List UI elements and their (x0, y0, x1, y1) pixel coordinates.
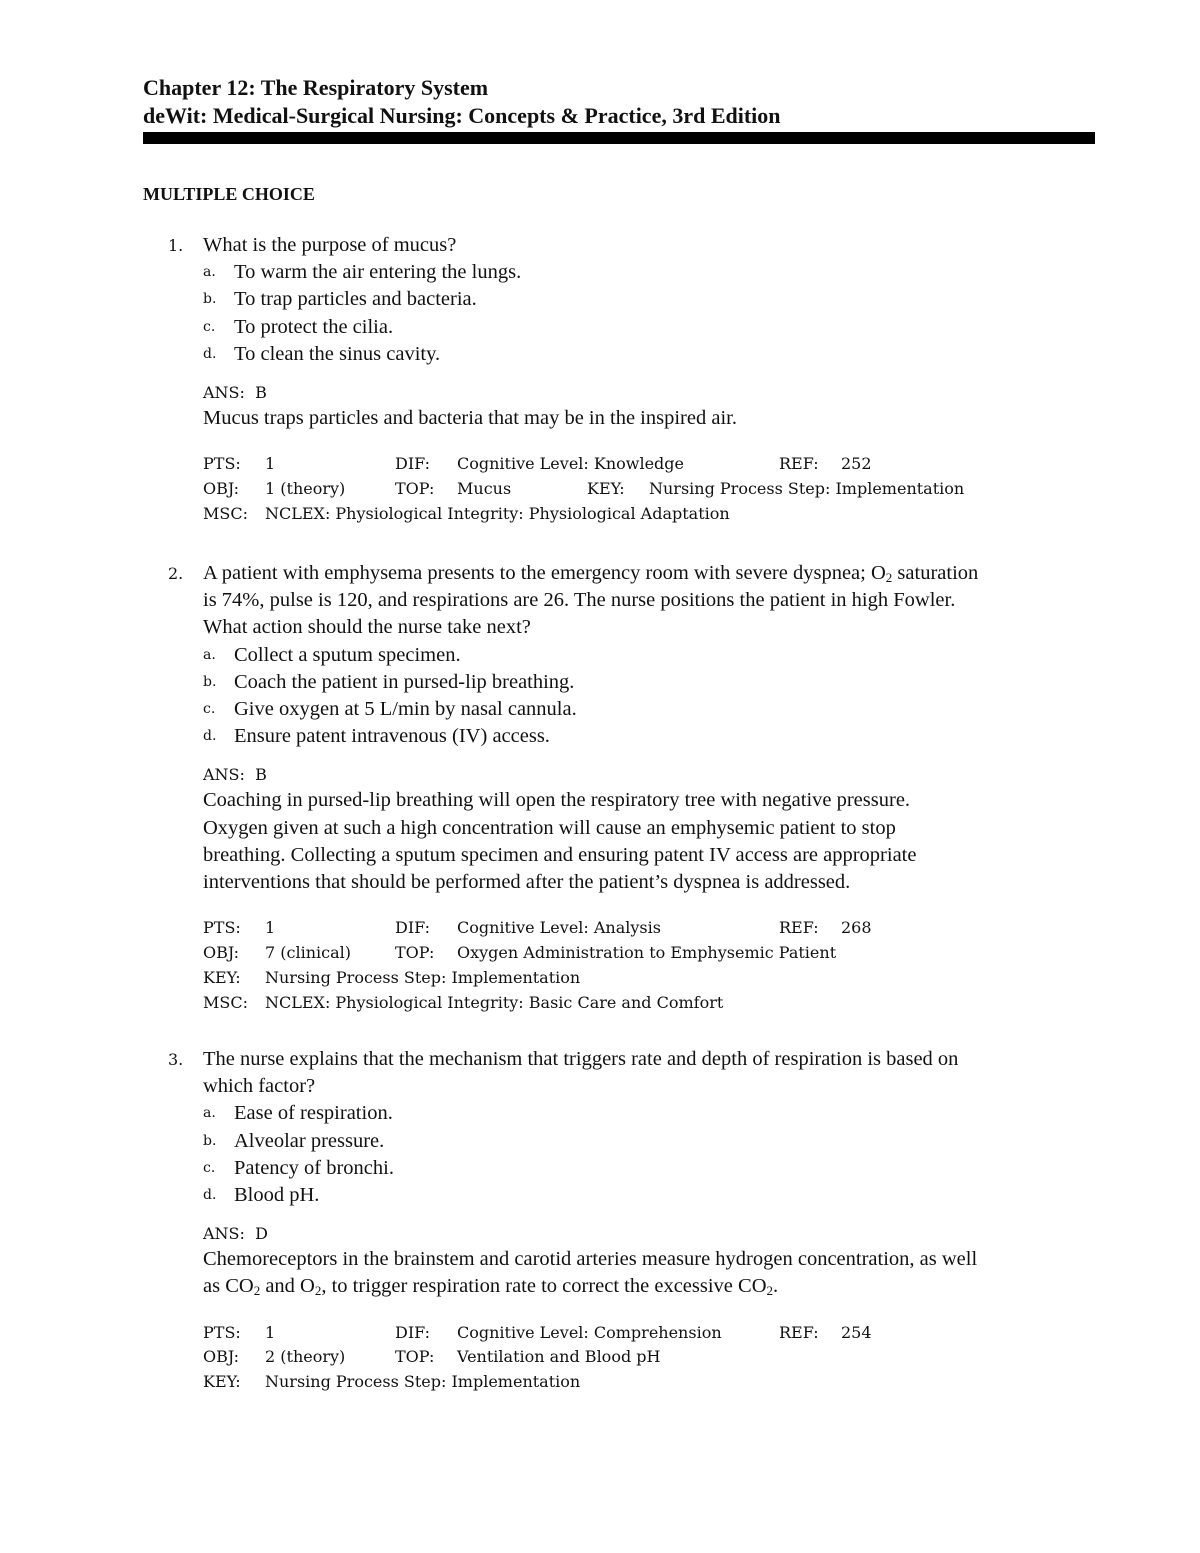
o2-symbol: O (870, 562, 886, 584)
co2-subscript: 2 (766, 1283, 774, 1299)
msc-value: NCLEX: Physiological Integrity: Physiological Adaptation (265, 503, 730, 523)
co2-subscript: 2 (253, 1283, 261, 1299)
meta-row (203, 1345, 1103, 1370)
question-stem: The nurse explains that the mechanism that triggers rate and depth of respiration is based on which factor? (203, 1048, 959, 1098)
pts-value: 1 (265, 454, 276, 474)
question-stem (203, 560, 1103, 642)
chapter-title: Chapter 12: The Respiratory System (143, 75, 489, 100)
msc-label: MSC: (203, 503, 248, 523)
option-a (203, 1100, 1103, 1127)
o2-symbol: O (300, 1275, 315, 1298)
top-value: Ventilation and Blood pH (457, 1347, 661, 1367)
answer-value: B (255, 765, 267, 785)
stem-text: A patient with emphysema presents to the emergency room with severe dyspnea; (203, 562, 871, 584)
top-label: TOP: (395, 478, 435, 498)
section-heading: MULTIPLE CHOICE (143, 184, 315, 204)
ref-value: 268 (841, 918, 872, 938)
dif-value: Cognitive Level: Knowledge (457, 454, 684, 474)
key-label: KEY: (203, 1372, 241, 1392)
metadata-block (203, 452, 1103, 526)
key-value: Nursing Process Step: Implementation (265, 1372, 581, 1392)
ref-label: REF: (779, 918, 819, 938)
top-value: Oxygen Administration to Emphysemic Patient (457, 942, 837, 962)
obj-label: OBJ: (203, 478, 240, 498)
metadata-block (203, 916, 1103, 1015)
option-letter: b. (203, 673, 217, 690)
answer-line (203, 763, 1103, 787)
question-1 (143, 232, 1103, 527)
obj-value: 1 (theory) (265, 478, 346, 498)
question-2 (143, 560, 1103, 1015)
rationale: Coaching in pursed-lip breathing will open the respiratory tree with negative pressure. Oxygen given at such a high concentration will cause an emphysemic patient to stop breathing. Collecting a sputum specimen and ensuring patent IV access are appropriate interventions that should be performed after the patient’s dyspnea is addressed. (203, 789, 917, 893)
rationale-text: , to trigger respiration rate to correct the excessive (321, 1275, 739, 1298)
meta-row (203, 1321, 1103, 1346)
obj-label: OBJ: (203, 942, 240, 962)
metadata-block (203, 1321, 1103, 1395)
obj-value: 2 (theory) (265, 1347, 346, 1367)
key-value: Nursing Process Step: Implementation (649, 478, 965, 498)
o2-subscript: 2 (314, 1283, 322, 1299)
option-letter: a. (203, 264, 216, 281)
answer-value: B (255, 382, 267, 402)
option-letter: a. (203, 1105, 216, 1122)
question-number: 1. (168, 236, 184, 255)
question-stem: What is the purpose of mucus? (203, 234, 457, 256)
option-d (203, 1182, 1103, 1209)
option-b (203, 1128, 1103, 1155)
top-label: TOP: (395, 1347, 435, 1367)
stem-text: is 74%, pulse is 120, and respirations are 26. The nurse positions the patient in high Fowler. What action should the nurse take next? (203, 589, 956, 639)
option-a (203, 642, 1103, 669)
option-c (203, 696, 1103, 723)
rationale-text: Chemoreceptors in the brainstem and carotid arteries measure hydrogen concentration, as well (203, 1248, 978, 1271)
option-letter: c. (203, 1159, 216, 1176)
rationale-text: as (203, 1275, 226, 1298)
option-a (203, 259, 1103, 286)
option-c (203, 1155, 1103, 1182)
option-text: To clean the sinus cavity. (234, 342, 441, 365)
dif-value: Cognitive Level: Comprehension (457, 1322, 722, 1342)
meta-row (203, 916, 1103, 941)
option-letter: d. (203, 728, 217, 745)
header-rule (143, 132, 1095, 144)
stem-text: saturation (892, 562, 979, 584)
option-d (203, 723, 1103, 750)
o2-subscript: 2 (885, 570, 893, 585)
meta-row (203, 502, 1103, 527)
dif-label: DIF: (395, 454, 431, 474)
dif-label: DIF: (395, 918, 431, 938)
answer-line (203, 381, 1103, 405)
pts-value: 1 (265, 1322, 276, 1342)
pts-label: PTS: (203, 918, 241, 938)
co2-symbol: CO (738, 1275, 767, 1298)
top-label: TOP: (395, 942, 435, 962)
ans-label: ANS: (203, 765, 245, 785)
key-label: KEY: (587, 478, 625, 498)
meta-row (203, 477, 1103, 502)
ref-label: REF: (779, 1322, 819, 1342)
meta-row (203, 991, 1103, 1016)
option-text: Ease of respiration. (234, 1102, 393, 1125)
question-number: 3. (168, 1050, 184, 1069)
document-header (143, 74, 1095, 144)
answer-value: D (255, 1224, 268, 1244)
book-title: deWit: Medical-Surgical Nursing: Concepts & Practice, 3rd Edition (143, 103, 781, 128)
option-text: To warm the air entering the lungs. (234, 261, 522, 284)
rationale: Mucus traps particles and bacteria that may be in the inspired air. (203, 406, 737, 429)
dif-label: DIF: (395, 1322, 431, 1342)
question-3 (143, 1046, 1103, 1395)
option-letter: c. (203, 318, 216, 335)
option-letter: b. (203, 1132, 217, 1149)
meta-row (203, 1370, 1103, 1395)
option-letter: a. (203, 646, 216, 663)
ans-label: ANS: (203, 382, 245, 402)
option-letter: c. (203, 700, 216, 717)
option-text: Coach the patient in pursed-lip breathing. (234, 670, 575, 693)
option-text: Ensure patent intravenous (IV) access. (234, 725, 550, 748)
pts-value: 1 (265, 918, 276, 938)
rationale-text: and (260, 1275, 301, 1298)
option-text: Blood pH. (234, 1183, 320, 1206)
option-text: Give oxygen at 5 L/min by nasal cannula. (234, 697, 577, 720)
option-d (203, 341, 1103, 368)
option-letter: b. (203, 291, 217, 308)
top-value: Mucus (457, 478, 512, 498)
option-c (203, 314, 1103, 341)
ref-label: REF: (779, 454, 819, 474)
option-text: Alveolar pressure. (234, 1129, 385, 1152)
meta-row (203, 966, 1103, 991)
answer-line (203, 1222, 1103, 1246)
question-number: 2. (168, 564, 184, 583)
obj-value: 7 (clinical) (265, 942, 351, 962)
option-text: To protect the cilia. (234, 315, 394, 338)
option-letter: d. (203, 1186, 217, 1203)
option-text: Collect a sputum specimen. (234, 643, 461, 666)
pts-label: PTS: (203, 1322, 241, 1342)
msc-label: MSC: (203, 992, 248, 1012)
option-text: Patency of bronchi. (234, 1156, 394, 1179)
obj-label: OBJ: (203, 1347, 240, 1367)
ans-label: ANS: (203, 1224, 245, 1244)
option-letter: d. (203, 345, 217, 362)
meta-row (203, 452, 1103, 477)
key-label: KEY: (203, 967, 241, 987)
rationale (203, 1246, 1103, 1300)
ref-value: 252 (841, 454, 872, 474)
msc-value: NCLEX: Physiological Integrity: Basic Care and Comfort (265, 992, 724, 1012)
option-b (203, 669, 1103, 696)
ref-value: 254 (841, 1322, 872, 1342)
co2-symbol: CO (225, 1275, 254, 1298)
option-b (203, 286, 1103, 313)
dif-value: Cognitive Level: Analysis (457, 918, 661, 938)
rationale-text: . (773, 1275, 779, 1298)
pts-label: PTS: (203, 454, 241, 474)
option-text: To trap particles and bacteria. (234, 288, 477, 311)
meta-row (203, 941, 1103, 966)
key-value: Nursing Process Step: Implementation (265, 967, 581, 987)
